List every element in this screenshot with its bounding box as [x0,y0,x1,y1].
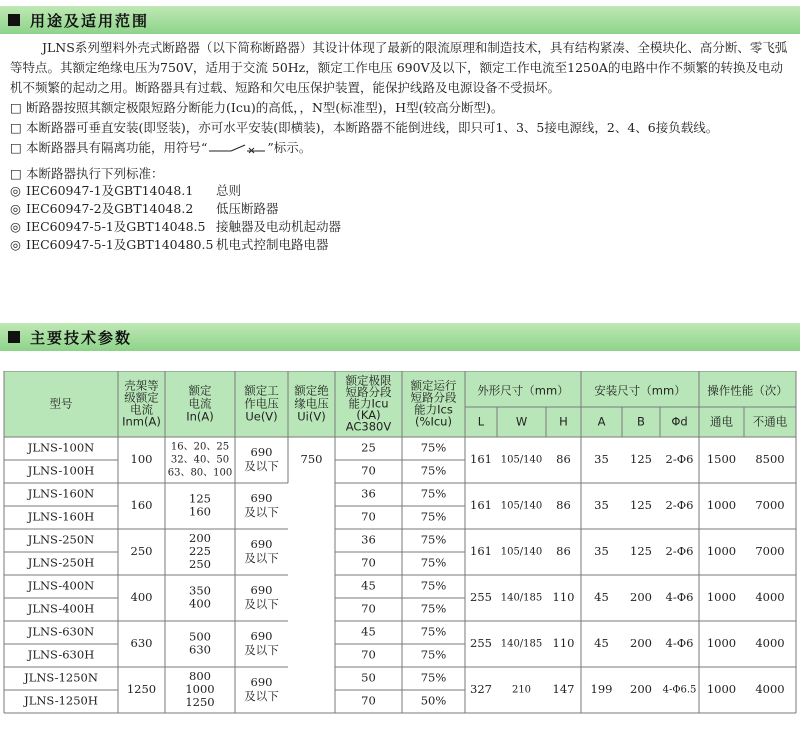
mount-B-value: 200 [630,590,652,604]
dim-H-value: 110 [552,636,575,650]
rated-current-value: 63、80、100 [167,467,233,479]
ops-powered-value: 1500 [706,452,737,466]
mount-A-value: 45 [594,636,609,650]
rated-current-value: 160 [189,504,211,519]
working-voltage-value: 690 [250,537,273,551]
frame-current-value: 100 [130,452,153,466]
working-voltage-value: 690 [250,675,273,689]
ops-powered-value: 1000 [706,682,737,696]
header-ui: Ui(V) [297,409,326,424]
rated-current-value: 350 [189,583,211,598]
ics-value: 75% [420,624,447,639]
model-name: JLNS-250H [27,555,95,570]
icu-value: 70 [361,647,376,662]
dim-W-value: 210 [511,684,532,696]
model-name: JLNS-630H [27,647,95,662]
rated-current-value: 200 [189,531,211,545]
model-name: JLNS-630N [27,624,95,639]
header-frame-current: Inm(A) [122,414,161,429]
model-name: JLNS-250N [27,532,95,547]
ics-value: 75% [420,463,447,478]
mount-B-value: 200 [630,636,652,650]
rated-current-value: 800 [189,669,211,683]
mount-A-value: 35 [594,452,609,466]
rated-current-value: 32、40、50 [170,454,230,466]
dim-W-value: 140/185 [500,592,543,604]
header-ui: 缘电压 [294,396,329,411]
ics-value: 75% [420,578,447,593]
header-ics: (%Icu) [415,414,452,429]
ics-value: 75% [420,440,447,455]
icu-value: 70 [361,463,376,478]
header-icu: (KA) [356,408,381,422]
standard-item: ◎ IEC60947-2及GBT14048.2 低压断路器 [10,199,279,219]
dim-H-value: 86 [556,452,571,466]
bullet-item-isolation: □ 本断路器具有隔离功能，用符号“ ”标示。 [10,138,311,158]
ops-powered-value: 1000 [706,544,737,558]
dim-W-value: 105/140 [500,546,543,558]
standard-item: ◎ IEC60947-1及GBT14048.1 总则 [10,181,241,201]
model-name: JLNS-1250N [24,670,98,685]
header-L: L [477,414,485,429]
icu-value: 36 [361,486,376,501]
header-ue: 作电压 [244,396,279,411]
standard-item: ◎ IEC60947-5-1及GBT14048.5 接触器及电动机起动器 [10,217,341,237]
ops-unpowered-value: 8500 [755,452,785,466]
mount-B-value: 200 [630,682,652,696]
mount-d-value: 4-Φ6.5 [662,684,697,696]
insulation-voltage-value: 750 [300,452,323,466]
ics-value: 75% [420,509,447,524]
section-header-usage [0,6,800,34]
ops-unpowered-value: 4000 [755,636,785,650]
bullet-item: □ 断路器按照其额定极限短路分断能力(Icu)的高低，，N型(标准型)，H型(较高分断型)。 [10,98,503,118]
icu-value: 25 [361,440,376,455]
frame-current-value: 1250 [126,682,157,696]
header-frame-current: 级额定 [124,390,159,405]
header-rated-current: In(A) [186,409,214,424]
mount-d-value: 4-Φ6 [665,590,694,604]
frame-current-value: 630 [130,636,153,650]
dim-W-value: 105/140 [500,500,543,512]
ics-value: 75% [420,647,447,662]
frame-current-value: 250 [130,544,153,558]
header-H: H [559,414,568,429]
double-circle-icon: ◎ [10,237,21,252]
model-name: JLNS-100H [27,463,95,478]
frame-current-value: 160 [130,498,153,512]
checkbox-square-icon: □ [10,140,22,155]
checkbox-square-icon: □ [10,120,22,135]
model-name: JLNS-1250H [24,693,98,708]
model-name: JLNS-160H [27,509,95,524]
dim-L-value: 327 [470,682,492,696]
working-voltage-value: 690 [250,583,273,597]
header-ue: 额定工 [244,383,279,398]
header-frame-current: 电流 [130,402,153,417]
ics-value: 75% [420,486,447,501]
model-name: JLNS-100N [27,440,95,455]
header-dimensions: 外形尺寸（mm） [477,383,569,398]
dim-L-value: 255 [470,636,492,650]
mount-d-value: 2-Φ6 [665,452,694,466]
ics-value: 75% [420,532,447,547]
working-voltage-value: 及以下 [244,551,279,565]
header-ui: 额定绝 [294,383,329,398]
bullet-item: □ 本断路器可垂直安装(即竖装)，亦可水平安装(即横装)，本断路器不能倒进线，即只可1、3、5接电源线，2、4、6接负载线。 [10,118,718,138]
mount-d-value: 2-Φ6 [665,498,694,512]
ops-powered-value: 1000 [706,636,737,650]
working-voltage-value: 690 [250,445,273,459]
header-unpowered: 不通电 [752,414,788,429]
section-title: 主要技术参数 [30,329,133,347]
ics-value: 75% [420,670,447,685]
header-rated-current: 电流 [188,396,212,411]
icu-value: 45 [361,578,376,593]
checkbox-square-icon: □ [10,166,22,181]
mount-A-value: 199 [590,682,613,696]
rated-current-value: 125 [189,491,211,506]
double-circle-icon: ◎ [10,183,21,198]
intro-paragraph: JLNS系列塑料外壳式断路器（以下简称断路器）其设计体现了最新的限流原理和制造技术，具有结构紧凑、全模块化、高分断、零飞弧等特点。其额定绝缘电压为750V，适用于交流 50Hz，额定工作电压 690V及以下，额定工作电流至1250A的电路中作不频繁的转换及电动机不频繁的起动之用。断路器具有过载、短路和欠电压保护装置，能保护线路及电源设备不受损坏。 [10,40,788,95]
header-rated-current: 额定 [188,383,212,398]
model-name: JLNS-400N [27,578,95,593]
rated-current-value: 225 [189,544,211,558]
working-voltage-value: 690 [250,629,273,643]
section-title: 用途及适用范围 [30,12,150,30]
working-voltage-value: 及以下 [244,689,279,703]
mount-B-value: 125 [630,544,652,558]
icu-value: 36 [361,532,376,547]
dim-L-value: 161 [470,498,492,512]
working-voltage-value: 及以下 [244,459,279,473]
square-bullet-icon [8,331,20,343]
standard-item: ◎ IEC60947-5-1及GBT140480.5 机电式控制电路电器 [10,235,329,255]
model-name: JLNS-400H [27,601,95,616]
header-A: A [597,414,606,429]
ops-unpowered-value: 4000 [755,682,785,696]
rated-current-value: 400 [189,596,211,611]
header-d: Φd [671,414,688,429]
rated-current-value: 250 [189,557,211,571]
isolation-switch-symbol-icon [207,142,267,154]
working-voltage-value: 690 [250,491,273,505]
mount-B-value: 125 [630,452,652,466]
header-ics: 额定运行 [410,378,457,393]
ics-value: 75% [420,555,447,570]
icu-value: 70 [361,601,376,616]
mount-d-value: 2-Φ6 [665,544,694,558]
ics-value: 50% [420,693,447,708]
model-name: JLNS-160N [27,486,95,501]
dim-L-value: 161 [470,544,492,558]
header-B: B [637,414,645,429]
mount-A-value: 35 [594,544,609,558]
header-mounting: 安装尺寸（mm） [594,383,686,398]
header-ics: 能力Ics [414,402,453,417]
ops-unpowered-value: 7000 [755,544,785,558]
dim-H-value: 86 [556,544,571,558]
header-powered: 通电 [710,414,733,429]
mount-A-value: 35 [594,498,609,512]
header-ue: Ue(V) [245,409,278,424]
icu-value: 70 [361,555,376,570]
header-ics: 短路分段 [410,390,457,405]
icu-value: 70 [361,509,376,524]
header-icu: 能力Icu [348,396,389,411]
dim-H-value: 110 [552,590,575,604]
dim-W-value: 105/140 [500,454,543,466]
rated-current-value: 500 [189,629,211,644]
ops-unpowered-value: 4000 [755,590,785,604]
standards-intro: □ 本断路器执行下列标准： [10,164,164,184]
working-voltage-value: 及以下 [244,597,279,611]
double-circle-icon: ◎ [10,219,21,234]
header-frame-current: 壳架等 [124,378,159,393]
mount-d-value: 4-Φ6 [665,636,694,650]
square-bullet-icon [8,14,20,26]
header-icu: 额定极限 [345,373,392,388]
frame-current-value: 400 [130,590,153,604]
rated-current-value: 1250 [185,695,215,709]
dim-L-value: 255 [470,590,492,604]
working-voltage-value: 及以下 [244,643,279,657]
section-header-specs [0,323,800,351]
dim-H-value: 86 [556,498,571,512]
rated-current-value: 1000 [185,682,215,696]
header-model: 型号 [49,396,73,411]
header-operations: 操作性能（次） [707,383,788,398]
working-voltage-value: 及以下 [244,505,279,519]
spec-table [0,371,800,733]
dim-L-value: 161 [470,452,492,466]
rated-current-value: 630 [189,642,211,657]
ops-powered-value: 1000 [706,590,737,604]
icu-value: 70 [361,693,376,708]
header-W: W [515,414,528,429]
dim-W-value: 140/185 [500,638,543,650]
double-circle-icon: ◎ [10,201,21,216]
header-icu: AC380V [345,419,392,434]
checkbox-square-icon: □ [10,100,22,115]
rated-current-value: 16、20、25 [170,441,230,453]
ics-value: 75% [420,601,447,616]
header-icu: 短路分段 [345,385,392,399]
ops-unpowered-value: 7000 [755,498,785,512]
ops-powered-value: 1000 [706,498,737,512]
mount-A-value: 45 [594,590,609,604]
mount-B-value: 125 [630,498,652,512]
dim-H-value: 147 [552,682,575,696]
icu-value: 50 [361,670,376,685]
icu-value: 45 [361,624,376,639]
